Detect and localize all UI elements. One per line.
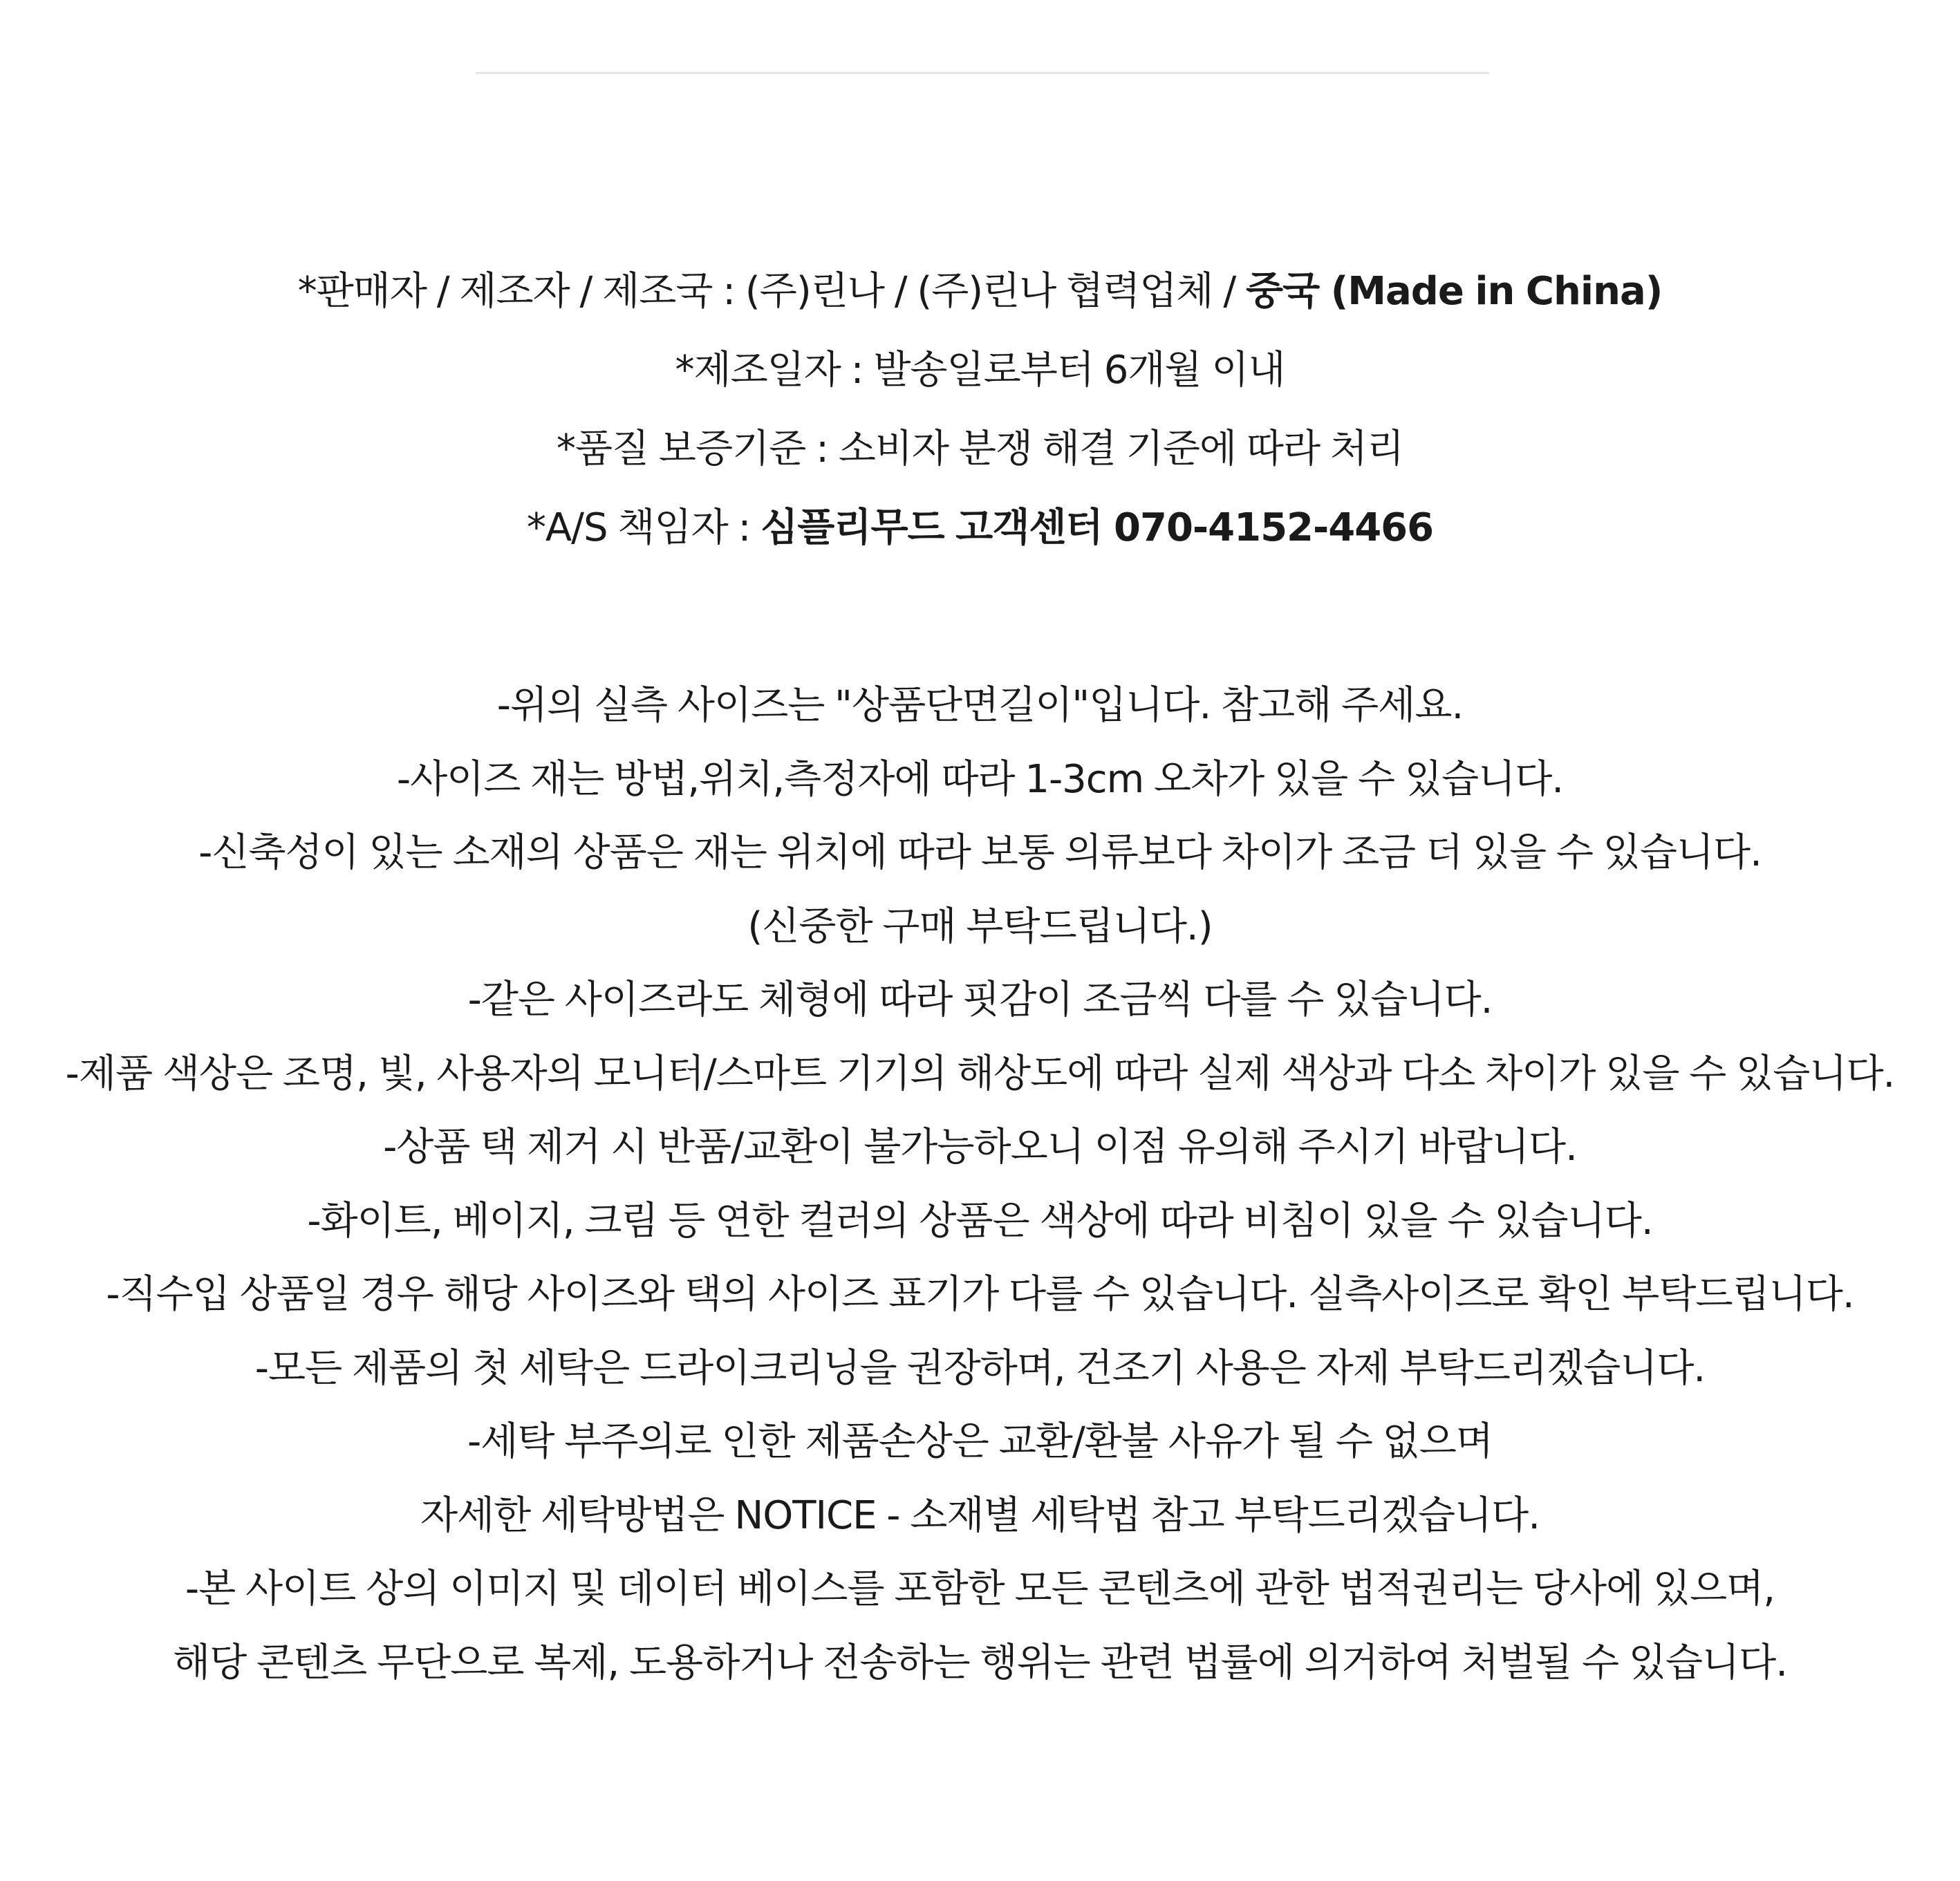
notice-line: -상품 택 제거 시 반품/교환이 불가능하오니 이점 유의해 주시기 바랍니다. bbox=[383, 1125, 1577, 1170]
manufacture-date-line: *제조일자 : 발송일로부터 6개월 이내 bbox=[675, 348, 1285, 393]
notice-line: -위의 실측 사이즈는 "상품단면길이"입니다. 참고해 주세요. bbox=[496, 683, 1464, 728]
as-label: *A/S 책임자 : bbox=[526, 505, 761, 550]
notice-line: -세탁 부주의로 인한 제품손상은 교환/환불 사유가 될 수 없으며 bbox=[467, 1419, 1493, 1464]
notice-line: -신축성이 있는 소재의 상품은 재는 위치에 따라 보통 의류보다 차이가 조금 더 있을 수 있습니다. bbox=[198, 830, 1762, 875]
seller-info-text: *판매자 / 제조자 / 제조국 : (주)린나 / (주)린나 협력업체 / bbox=[297, 269, 1246, 314]
notice-line: -같은 사이즈라도 체형에 따라 핏감이 조금씩 다를 수 있습니다. bbox=[467, 977, 1493, 1022]
notice-section bbox=[0, 674, 1960, 1705]
notice-line: (신중한 구매 부탁드립니다.) bbox=[747, 904, 1213, 949]
notice-line: -본 사이트 상의 이미지 및 데이터 베이스를 포함한 모든 콘텐츠에 관한 법적권리는 당사에 있으며, bbox=[185, 1566, 1775, 1611]
notice-line: 자세한 세탁방법은 NOTICE - 소재별 세탁법 참고 부탁드리겠습니다. bbox=[420, 1492, 1540, 1538]
product-info-section bbox=[0, 260, 1960, 575]
notice-line: -모든 제품의 첫 세탁은 드라이크리닝을 권장하며, 건조기 사용은 자제 부탁드리겠습니다. bbox=[254, 1345, 1706, 1391]
seller-manufacturer-line bbox=[0, 260, 1960, 339]
country-of-origin: 중국 (Made in China) bbox=[1246, 269, 1663, 314]
as-contact-line bbox=[0, 496, 1960, 575]
notice-line: 해당 콘텐츠 무단으로 복제, 도용하거나 전송하는 행위는 관련 법률에 의거하여 처벌될 수 있습니다. bbox=[172, 1640, 1788, 1685]
quality-standard-line: *품질 보증기준 : 소비자 분쟁 해결 기준에 따라 처리 bbox=[556, 427, 1404, 471]
notice-line: -직수입 상품일 경우 해당 사이즈와 택의 사이즈 표기가 다를 수 있습니다. 실측사이즈로 확인 부탁드립니다. bbox=[106, 1272, 1854, 1317]
top-divider bbox=[476, 72, 1489, 74]
notice-line: -제품 색상은 조명, 빛, 사용자의 모니터/스마트 기기의 해상도에 따라 실제 색상과 다소 차이가 있을 수 있습니다. bbox=[65, 1051, 1895, 1096]
notice-line: -화이트, 베이지, 크림 등 연한 컬러의 상품은 색상에 따라 비침이 있을 수 있습니다. bbox=[307, 1198, 1653, 1244]
notice-line: -사이즈 재는 방법,위치,측정자에 따라 1-3cm 오차가 있을 수 있습니다. bbox=[396, 756, 1564, 802]
as-contact-text: 심플리무드 고객센터 070-4152-4466 bbox=[760, 505, 1434, 550]
